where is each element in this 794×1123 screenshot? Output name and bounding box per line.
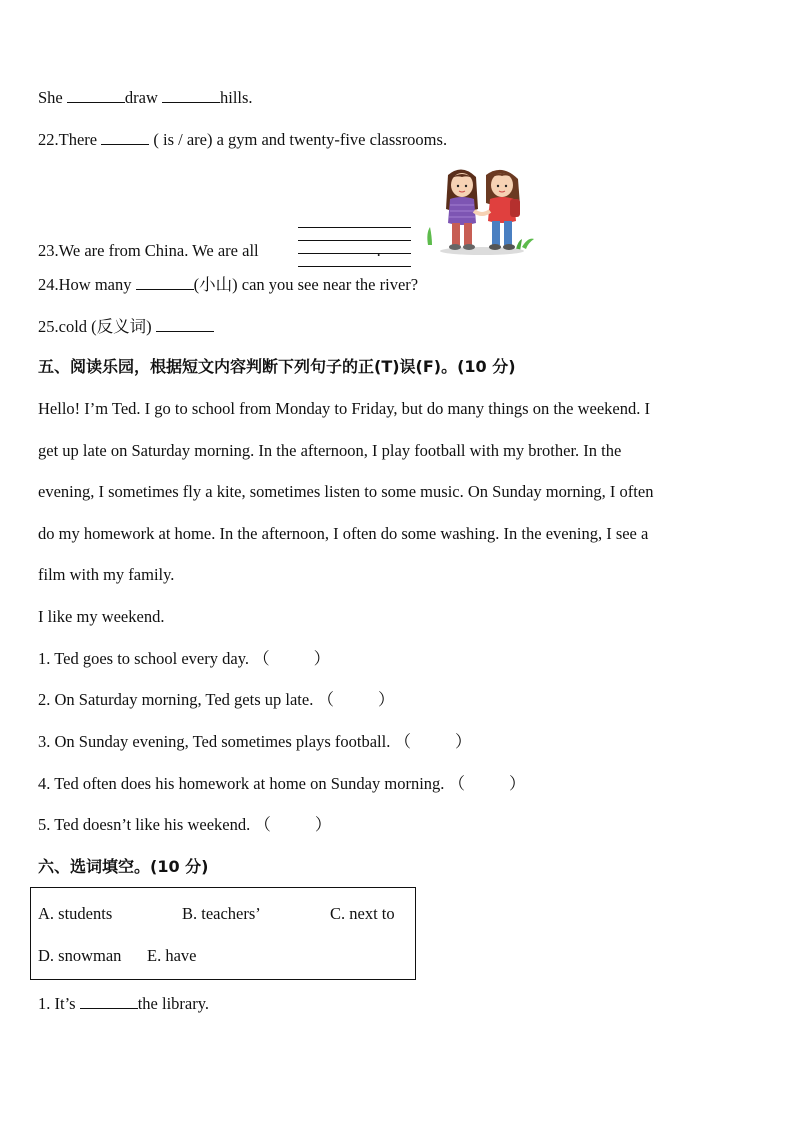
- answer-blank[interactable]: [101, 129, 149, 145]
- fill1-text-b: the library.: [137, 994, 210, 1013]
- word-choice-box: [30, 887, 416, 980]
- tf-item-text: 4. Ted often does his homework at home on Sunday morning.: [38, 774, 445, 793]
- passage-line: do my homework at home. In the afternoon, I often do some washing. In the evening, I see a: [38, 524, 649, 543]
- passage-line: get up late on Saturday morning. In the afternoon, I play football with my brother. In the: [38, 441, 622, 460]
- four-line-writing-area[interactable]: [298, 215, 411, 267]
- q25-text: cold (反义词): [58, 317, 152, 336]
- question-number: 25.: [38, 317, 59, 336]
- question-22: [38, 129, 447, 150]
- answer-blank[interactable]: [162, 87, 220, 103]
- passage-line: Hello! I’m Ted. I go to school from Monday to Friday, but do many things on the weekend. I: [38, 399, 650, 418]
- tf-item: [38, 774, 526, 794]
- choice-b: B. teachers’: [182, 904, 261, 923]
- section-6-title: 六、选词填空。(10 分): [38, 857, 209, 876]
- q22-text-b: ( is / are) a gym and twenty-five classrooms.: [153, 130, 448, 149]
- tf-item: [38, 649, 330, 669]
- q23-text: We are from China. We are all: [58, 241, 259, 260]
- tf-item-text: 3. On Sunday evening, Ted sometimes plays football.: [38, 732, 391, 751]
- answer-parentheses[interactable]: （ ）: [448, 774, 526, 793]
- passage-line: film with my family.: [38, 565, 175, 584]
- tf-item: [38, 815, 331, 835]
- q23-period: .: [376, 241, 381, 260]
- choice-e: E. have: [147, 946, 197, 965]
- question-21: [38, 87, 253, 108]
- tf-item: [38, 732, 471, 752]
- choice-a: A. students: [38, 904, 113, 923]
- question-number: 23.: [38, 241, 59, 260]
- question-24: [38, 274, 418, 295]
- answer-blank[interactable]: [136, 274, 194, 290]
- section-5-title: 五、阅读乐园，根据短文内容判断下列句子的正(T)误(F)。(10 分): [38, 357, 516, 376]
- q24-text-a: How many: [58, 275, 132, 294]
- choice-c: C. next to: [330, 904, 395, 923]
- q21-text-c: hills.: [219, 88, 253, 107]
- passage-line: evening, I sometimes fly a kite, sometimes listen to some music. On Sunday morning, I often: [38, 482, 654, 501]
- tf-item-text: 5. Ted doesn’t like his weekend.: [38, 815, 251, 834]
- tf-item-text: 2. On Saturday morning, Ted gets up late.: [38, 690, 314, 709]
- answer-blank[interactable]: [156, 316, 214, 332]
- q21-text-b: draw: [124, 88, 158, 107]
- answer-parentheses[interactable]: （ ）: [254, 815, 332, 834]
- q24-text-b: (小山) can you see near the river?: [193, 275, 419, 294]
- fill-question-1: [38, 993, 209, 1014]
- tf-item: [38, 690, 394, 710]
- answer-blank[interactable]: [80, 993, 138, 1009]
- answer-parentheses[interactable]: （ ）: [394, 732, 472, 751]
- question-25: [38, 316, 214, 337]
- choice-d: D. snowman: [38, 946, 122, 965]
- answer-parentheses[interactable]: （ ）: [317, 690, 395, 709]
- q22-text-a: There: [58, 130, 98, 149]
- answer-parentheses[interactable]: （ ）: [253, 649, 331, 668]
- passage-line: I like my weekend.: [38, 607, 165, 626]
- q21-text-a: She: [38, 88, 63, 107]
- question-number: 22.: [38, 130, 59, 149]
- answer-blank[interactable]: [67, 87, 125, 103]
- question-number: 24.: [38, 275, 59, 294]
- two-girls-illustration: [422, 165, 537, 257]
- fill1-text-a: 1. It’s: [38, 994, 76, 1013]
- tf-item-text: 1. Ted goes to school every day.: [38, 649, 250, 668]
